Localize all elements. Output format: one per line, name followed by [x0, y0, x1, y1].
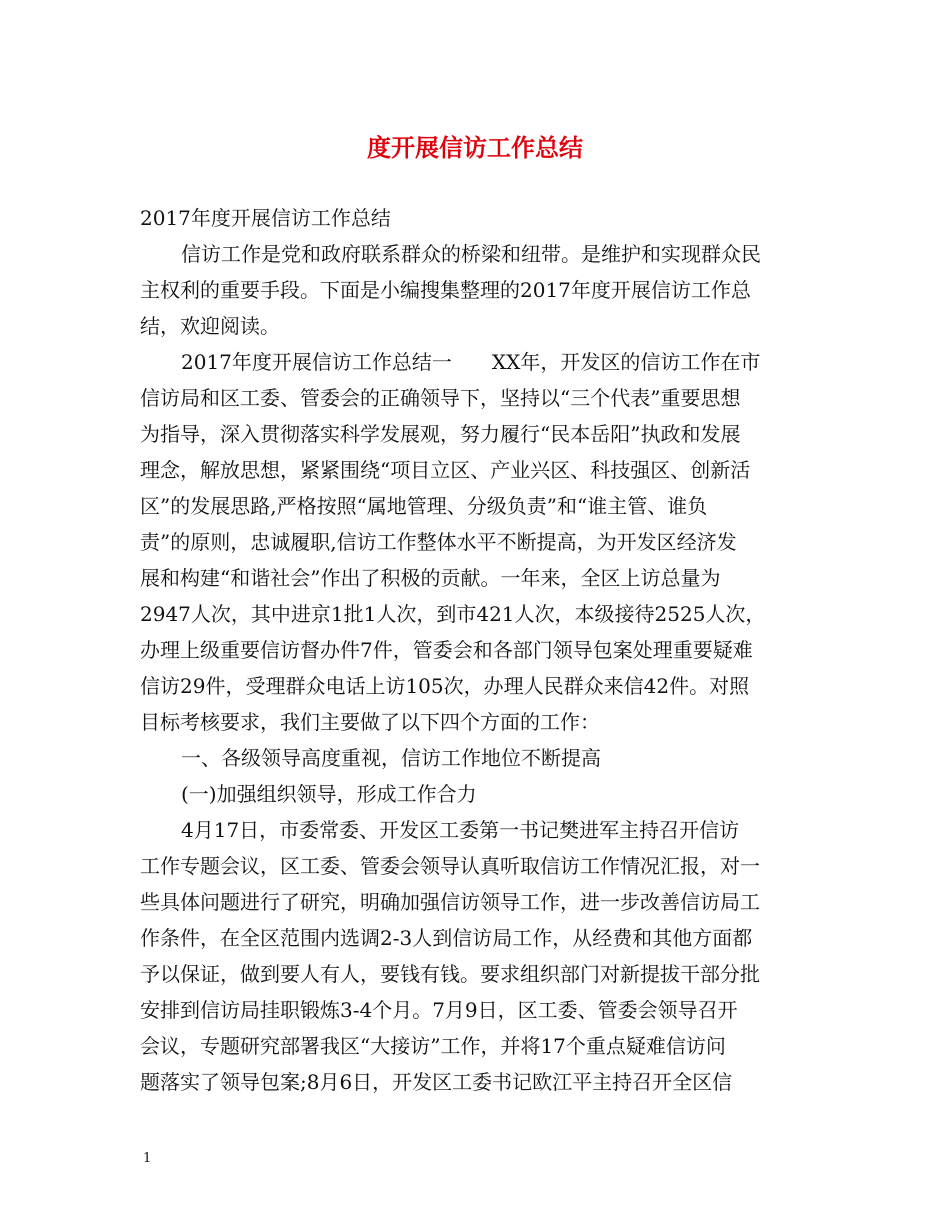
paragraph-line: 信访工作是党和政府联系群众的桥梁和纽带。是维护和实现群众民 [181, 242, 761, 266]
paragraph-line: 予以保证，做到要人有人，要钱有钱。要求组织部门对新提拔干部分批 [140, 962, 760, 986]
paragraph-line: 理念，解放思想，紧紧围绕“项目立区、产业兴区、科技强区、创新活 [140, 458, 751, 482]
paragraph-line: 会议，专题研究部署我区“大接访”工作，并将17个重点疑难信访问 [140, 1034, 726, 1058]
section-heading: 一、各级领导高度重视，信访工作地位不断提高 [181, 746, 601, 770]
page-number: 1 [143, 1151, 152, 1166]
paragraph-line: 工作专题会议，区工委、管委会领导认真听取信访工作情况汇报，对一 [140, 854, 760, 878]
paragraph-line: 目标考核要求，我们主要做了以下四个方面的工作： [140, 710, 600, 734]
subtitle-line: 2017年度开展信访工作总结 [140, 206, 391, 230]
paragraph-line: 2947人次，其中进京1批1人次，到市421人次，本级接待2525人次， [140, 602, 766, 626]
paragraph-line: 信访局和区工委、管委会的正确领导下，坚持以“三个代表”重要思想 [140, 386, 741, 410]
paragraph-line: 结，欢迎阅读。 [140, 314, 280, 338]
subsection-heading: (一)加强组织领导，形成工作合力 [181, 782, 477, 806]
paragraph-line: 展和构建“和谐社会”作出了积极的贡献。一年来，全区上访总量为 [140, 566, 721, 590]
paragraph-line: 主权利的重要手段。下面是小编搜集整理的2017年度开展信访工作总 [140, 278, 751, 302]
paragraph-line: 2017年度开展信访工作总结一 XX年，开发区的信访工作在市 [181, 350, 761, 374]
paragraph-line: 安排到信访局挂职锻炼3-4个月。7月9日，区工委、管委会领导召开 [140, 998, 738, 1022]
paragraph-line: 区”的发展思路,严格按照“属地管理、分级负责”和“谁主管、谁负 [140, 494, 708, 518]
paragraph-line: 办理上级重要信访督办件7件，管委会和各部门领导包案处理重要疑难 [140, 638, 753, 662]
document-title: 度开展信访工作总结 [367, 134, 583, 162]
paragraph-line: 信访29件，受理群众电话上访105次，办理人民群众来信42件。对照 [140, 674, 750, 698]
paragraph-line: 4月17日，市委常委、开发区工委第一书记樊进军主持召开信访 [181, 818, 740, 842]
paragraph-line: 为指导，深入贯彻落实科学发展观，努力履行“民本岳阳”执政和发展 [140, 422, 741, 446]
paragraph-line: 题落实了领导包案;8月6日，开发区工委书记欧江平主持召开全区信 [140, 1070, 733, 1094]
paragraph-line: 些具体问题进行了研究，明确加强信访领导工作，进一步改善信访局工 [140, 890, 760, 914]
document-body [140, 200, 816, 1100]
paragraph-line: 作条件，在全区范围内选调2-3人到信访局工作，从经费和其他方面都 [140, 926, 753, 950]
paragraph-line: 责”的原则，忠诚履职,信访工作整体水平不断提高，为开发区经济发 [140, 530, 737, 554]
